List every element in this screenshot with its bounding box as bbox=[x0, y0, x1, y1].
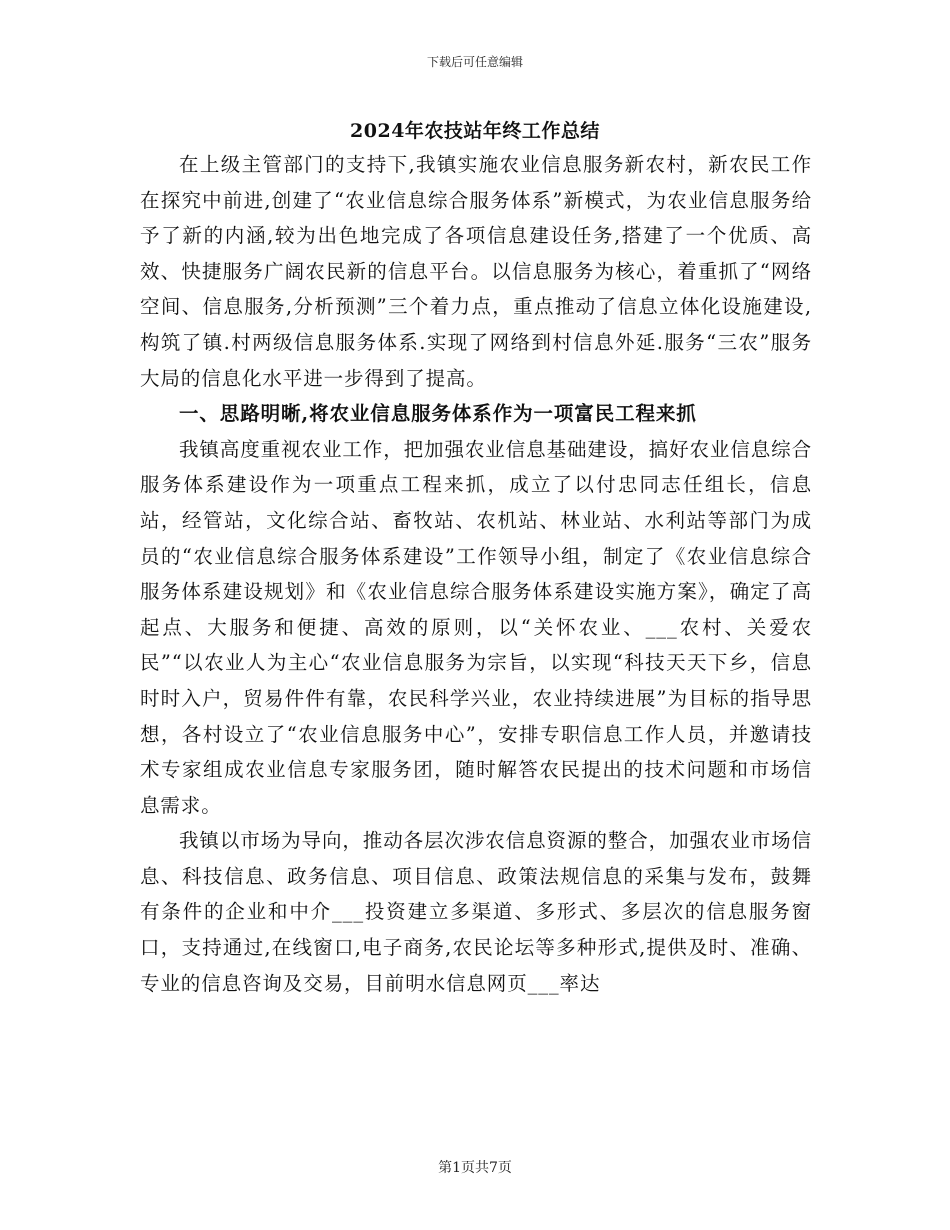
page-header-note: 下载后可任意编辑 bbox=[426, 55, 523, 69]
page-number: 第1页共7页 bbox=[438, 1160, 512, 1176]
document-body bbox=[140, 147, 812, 1001]
document-title: 2024年农技站年终工作总结 bbox=[350, 120, 600, 142]
intro-paragraph: 在上级主管部门的支持下,我镇实施农业信息服务新农村，新农民工作在探究中前进,创建了“农业信息综合服务体系”新模式，为农业信息服务给予了新的内涵,较为出色地完成了各项信息建设任务,搭建了一个优质、高效、快捷服务广阔农民新的信息平台。以信息服务为核心，着重抓了“网络空间、信息服务,分析预测”三个着力点，重点推动了信息立体化设施建设,构筑了镇.村两级信息服务体系.实现了网络到村信息外延.服务“三农”服务大局的信息化水平进一步得到了提高。 bbox=[140, 153, 812, 390]
section-1-heading: 一、思路明晰,将农业信息服务体系作为一项富民工程来抓 bbox=[179, 402, 697, 426]
section-1-paragraph-1: 我镇高度重视农业工作，把加强农业信息基础建设，搞好农业信息综合服务体系建设作为一项重点工程来抓，成立了以付忠同志任组长，信息站，经管站，文化综合站、畜牧站、农机站、林业站、水利站等部门为成员的“农业信息综合服务体系建设”工作领导小组，制定了《农业信息综合服务体系建设规划》和《农业信息综合服务体系建设实施方案》，确定了高起点、大服务和便捷、高效的原则，以“关怀农业、___农村、关爱农民”“以农业人为主心“农业信息服务为宗旨，以实现“科技天天下乡，信息时时入户，贸易件件有靠，农民科学兴业，农业持续进展”为目标的指导思想，各村设立了“农业信息服务中心”，安排专职信息工作人员，并邀请技术专家组成农业信息专家服务团，随时解答农民提出的技术问题和市场信息需求。 bbox=[140, 437, 812, 817]
section-1-paragraph-2: 我镇以市场为导向，推动各层次涉农信息资源的整合，加强农业市场信息、科技信息、政务信息、项目信息、政策法规信息的采集与发布，鼓舞有条件的企业和中介___投资建立多渠道、多形式、多层次的信息服务窗口，支持通过,在线窗口,电子商务,农民论坛等多种形式,提供及时、准确、专业的信息咨询及交易，目前明水信息网页___率达 bbox=[140, 829, 812, 995]
